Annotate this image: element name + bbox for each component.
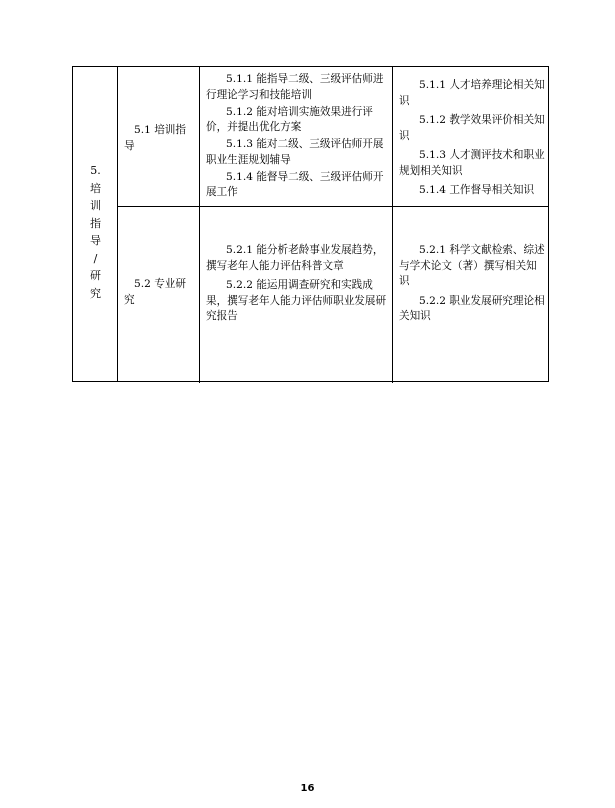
knowledge-item: 5.2.1 科学文献检索、综述与学术论文（著）撰写相关知识: [399, 244, 545, 287]
skill-requirement: 5.1.4 能督导二级、三级评估师开展工作: [206, 170, 384, 198]
work-item-label: 5.1 培训指导: [124, 124, 186, 152]
knowledge-item: 5.1.4 工作督导相关知识: [419, 184, 535, 196]
category-char: /: [93, 251, 98, 265]
skill-requirements-cell: [200, 67, 393, 207]
skill-requirements-cell: [200, 207, 393, 383]
work-item-label: 5.2 专业研究: [124, 278, 186, 306]
work-item-cell: [118, 67, 200, 207]
category-char: 训: [90, 199, 101, 212]
knowledge-item: 5.1.1 人才培养理论相关知识: [399, 79, 545, 107]
skill-requirement: 5.1.1 能指导二级、三级评估师进行理论学习和技能培训: [206, 73, 384, 101]
category-char: 导: [90, 234, 101, 247]
category-label: [73, 162, 118, 302]
skills-table: [72, 66, 549, 382]
knowledge-cell: [393, 207, 550, 383]
category-cell: [73, 67, 118, 381]
knowledge-item: 5.1.3 人才测评技术和职业规划相关知识: [399, 149, 545, 177]
category-char: 指: [90, 216, 101, 230]
category-char: 究: [90, 286, 101, 300]
category-number: 5.: [90, 164, 101, 177]
knowledge-item: 5.2.2 职业发展研究理论相关知识: [399, 294, 545, 322]
skill-requirement: 5.1.3 能对二级、三级评估师开展职业生涯规划辅导: [206, 138, 384, 166]
category-char: 研: [90, 269, 101, 282]
knowledge-item: 5.1.2 教学效果评价相关知识: [399, 114, 545, 142]
skill-requirement: 5.2.2 能运用调查研究和实践成果，撰写老年人能力评估师职业发展研究报告: [206, 279, 387, 322]
category-char: 培: [90, 181, 101, 195]
page-number: 16: [300, 783, 315, 794]
skill-requirement: 5.2.1 能分析老龄事业发展趋势，撰写老年人能力评估科普文章: [206, 244, 384, 272]
skill-requirement: 5.1.2 能对培训实施效果进行评价，并提出优化方案: [206, 105, 373, 133]
work-item-cell: [118, 207, 200, 383]
knowledge-cell: [393, 67, 550, 207]
